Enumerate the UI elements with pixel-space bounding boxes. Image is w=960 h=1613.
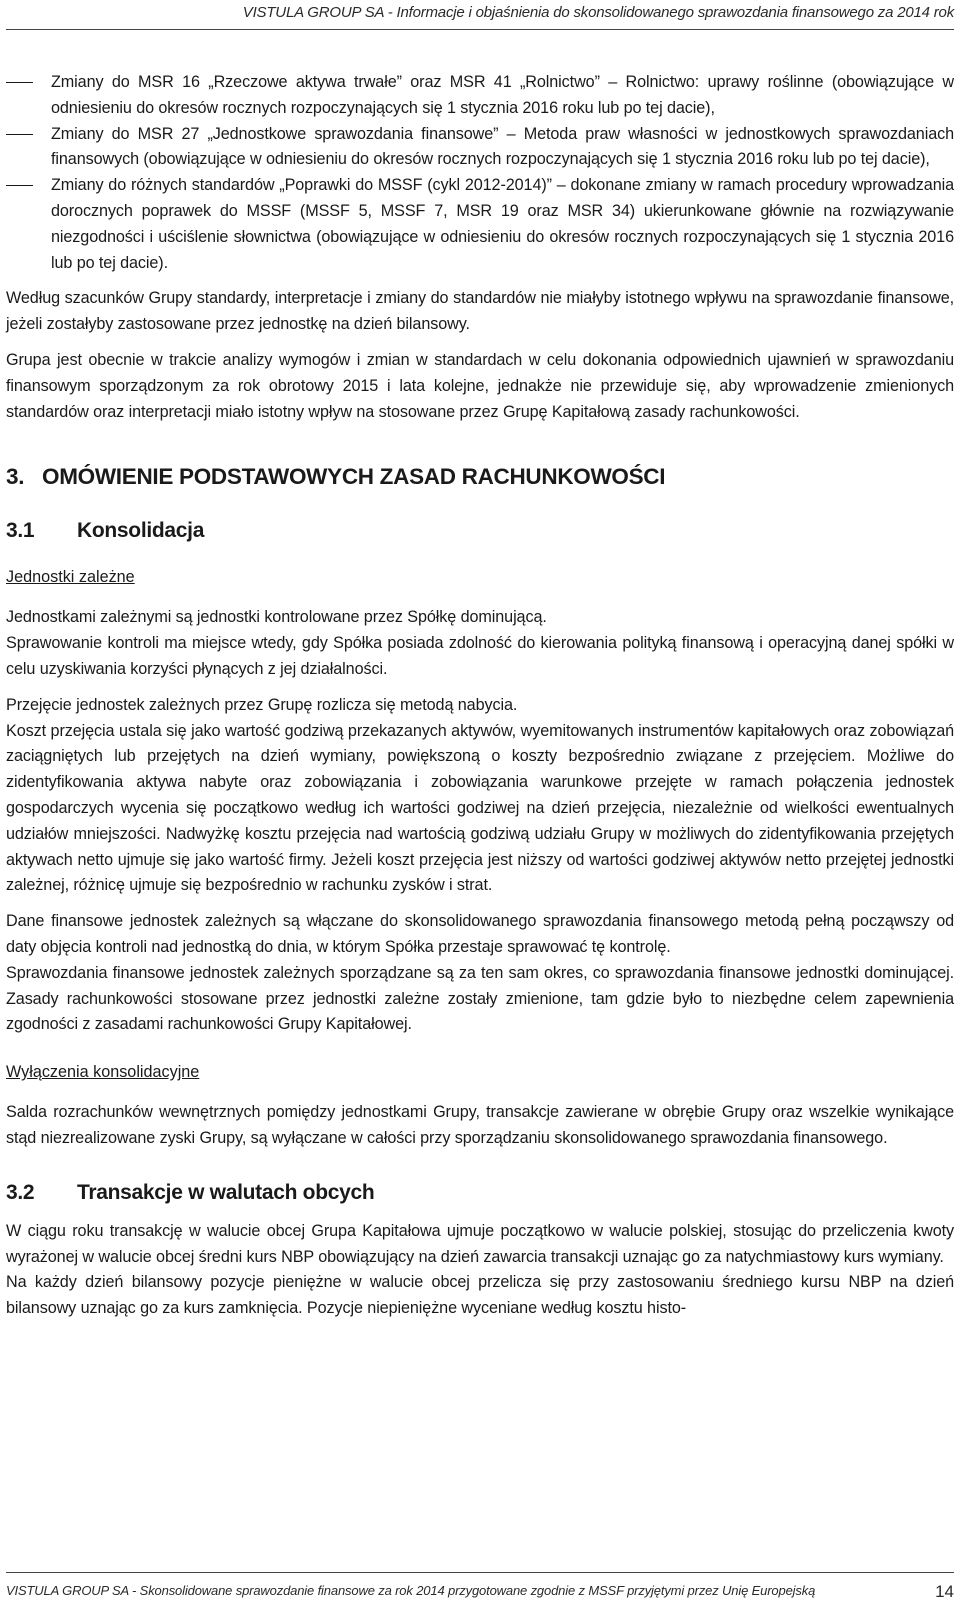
running-footer xyxy=(6,1572,954,1601)
paragraph: Grupa jest obecnie w trakcie analizy wymogów i zmian w standardach w celu dokonania odpowiednich ujawnień w sprawozdaniu finansowym sporządzonym za rok obrotowy 2015 i lata kolejne, jednakże nie przewiduje się, aby wprowadzenie zmienionych standardów oraz interpretacji miało istotny wpływ na stosowane przez Grupę Kapitałową zasady rachunkowości. xyxy=(6,350,954,421)
page-content xyxy=(6,70,954,1322)
section-heading xyxy=(6,464,954,490)
subsection-title: Konsolidacja xyxy=(77,519,205,543)
footer-text: VISTULA GROUP SA - Skonsolidowane sprawozdanie finansowe za rok 2014 przygotowane zgodnie z MSSF przyjętymi przez Unię Europejską xyxy=(6,1583,816,1598)
paragraph: Na każdy dzień bilansowy pozycje pieniężne w walucie obcej przelicza się przy zastosowaniu średniego kursu NBP na dzień bilansowy uznając go za kurs zamknięcia. Pozycje niepieniężne wyceniane według kosztu histo- xyxy=(6,1273,954,1318)
subsection-heading xyxy=(6,1181,954,1205)
page-number: 14 xyxy=(935,1582,954,1601)
underlined-subheading: Jednostki zależne xyxy=(6,568,135,587)
paragraph: Koszt przejęcia ustala się jako wartość godziwą przekazanych aktywów, wyemitowanych instrumentów kapitałowych oraz zobowiązań zaciągniętych lub przejętych na dzień wymiany, powiększoną o koszty bezpośrednio związane z przejęciem. Możliwe do zidentyfikowania aktywa nabyte oraz zobowiązania i zobowiązania warunkowe przejęte w ramach połączenia jednostek gospodarczych wycenia się początkowo według ich wartości godziwej na dzień przejęcia, niezależnie od wielkości ewentualnych udziałów mniejszości. Nadwyżkę kosztu przejęcia nad wartością godziwą udziału Grupy w możliwych do zidentyfikowania przejętych aktywach netto ujmuje się jako wartość firmy. Jeżeli koszt przejęcia jest niższy od wartości godziwej aktywów netto przejętej jednostki zależnej, różnicę ujmuje się bezpośrednio w rachunku zysków i strat. xyxy=(6,721,954,895)
paragraph: Sprawozdania finansowe jednostek zależnych sporządzane są za ten sam okres, co sprawozdania finansowe jednostki dominującej. Zasady rachunkowości stosowane przez jednostki zależne zostały zmienione, tam gdzie było to niezbędne celem zapewnienia zgodności z zasadami rachunkowości Grupy Kapitałowej. xyxy=(6,963,954,1034)
list-item: Zmiany do różnych standardów „Poprawki do MSSF (cykl 2012-2014)” – dokonane zmiany w ramach procedury wprowadzania dorocznych poprawek do MSSF (MSSF 5, MSSF 7, MSR 19 oraz MSR 34) ukierunkowane głównie na rozwiązywanie niezgodności i uściślenie słownictwa (obowiązujące w odniesieniu do okresów rocznych rozpoczynających się 1 stycznia 2016 lub po tej dacie). xyxy=(6,173,954,276)
paragraph: W ciągu roku transakcję w walucie obcej Grupa Kapitałowa ujmuje początkowo w walucie polskiej, stosując do przeliczenia kwoty wyrażonej w walucie obcej średni kurs NBP obowiązujący na dzień zawarcia transakcji uznając go za natychmiastowy kurs wymiany. xyxy=(6,1221,954,1266)
dash-bullet-icon xyxy=(6,82,33,83)
dash-bullet-icon xyxy=(6,134,33,135)
paragraph: Salda rozrachunków wewnętrznych pomiędzy jednostkami Grupy, transakcje zawierane w obrębie Grupy oraz wszelkie wynikające stąd niezrealizowane zyski Grupy, są wyłączane w całości przy sporządzaniu skonsolidowanego sprawozdania finansowego. xyxy=(6,1103,954,1147)
underlined-subheading: Wyłączenia konsolidacyjne xyxy=(6,1063,200,1082)
subsection-number: 3.2 xyxy=(6,1180,35,1204)
paragraph: Według szacunków Grupy standardy, interpretacje i zmiany do standardów nie miałyby istotnego wpływu na sprawozdanie finansowe, jeżeli zostałyby zastosowane przez jednostkę na dzień bilansowy. xyxy=(6,289,954,334)
paragraph: Przejęcie jednostek zależnych przez Grupę rozlicza się metodą nabycia. xyxy=(6,695,518,714)
dash-bullet-icon xyxy=(6,185,33,186)
list-item: Zmiany do MSR 16 „Rzeczowe aktywa trwałe” oraz MSR 41 „Rolnictwo” – Rolnictwo: uprawy roślinne (obowiązujące w odniesieniu do okresów rocznych rozpoczynających się 1 stycznia 2016 roku lub po tej dacie), xyxy=(6,70,954,122)
standards-changes-list xyxy=(6,70,954,276)
paragraph: Sprawowanie kontroli ma miejsce wtedy, gdy Spółka posiada zdolność do kierowania polityką finansową i operacyjną danej spółki w celu uzyskiwania korzyści płynących z jej działalności. xyxy=(6,634,954,678)
section-title: OMÓWIENIE PODSTAWOWYCH ZASAD RACHUNKOWOŚCI xyxy=(42,464,666,490)
subsection-title: Transakcje w walutach obcych xyxy=(77,1180,375,1204)
list-item: Zmiany do MSR 27 „Jednostkowe sprawozdania finansowe” – Metoda praw własności w jednostkowych sprawozdaniach finansowych (obowiązujące w odniesieniu do okresów rocznych rozpoczynających się 1 stycznia 2016 roku lub po tej dacie), xyxy=(6,122,954,174)
subsection-heading xyxy=(6,519,954,543)
paragraph: Jednostkami zależnymi są jednostki kontrolowane przez Spółkę dominującą. xyxy=(6,608,547,627)
paragraph: Dane finansowe jednostek zależnych są włączane do skonsolidowanego sprawozdania finansowego metodą pełną począwszy od daty objęcia kontroli nad jednostką do dnia, w którym Spółka przestaje sprawować tę kontrolę. xyxy=(6,912,954,956)
running-header: VISTULA GROUP SA - Informacje i objaśnienia do skonsolidowanego sprawozdania finansowego za 2014 rok xyxy=(6,4,954,30)
subsection-number: 3.1 xyxy=(6,519,35,543)
section-number: 3. xyxy=(6,464,25,490)
